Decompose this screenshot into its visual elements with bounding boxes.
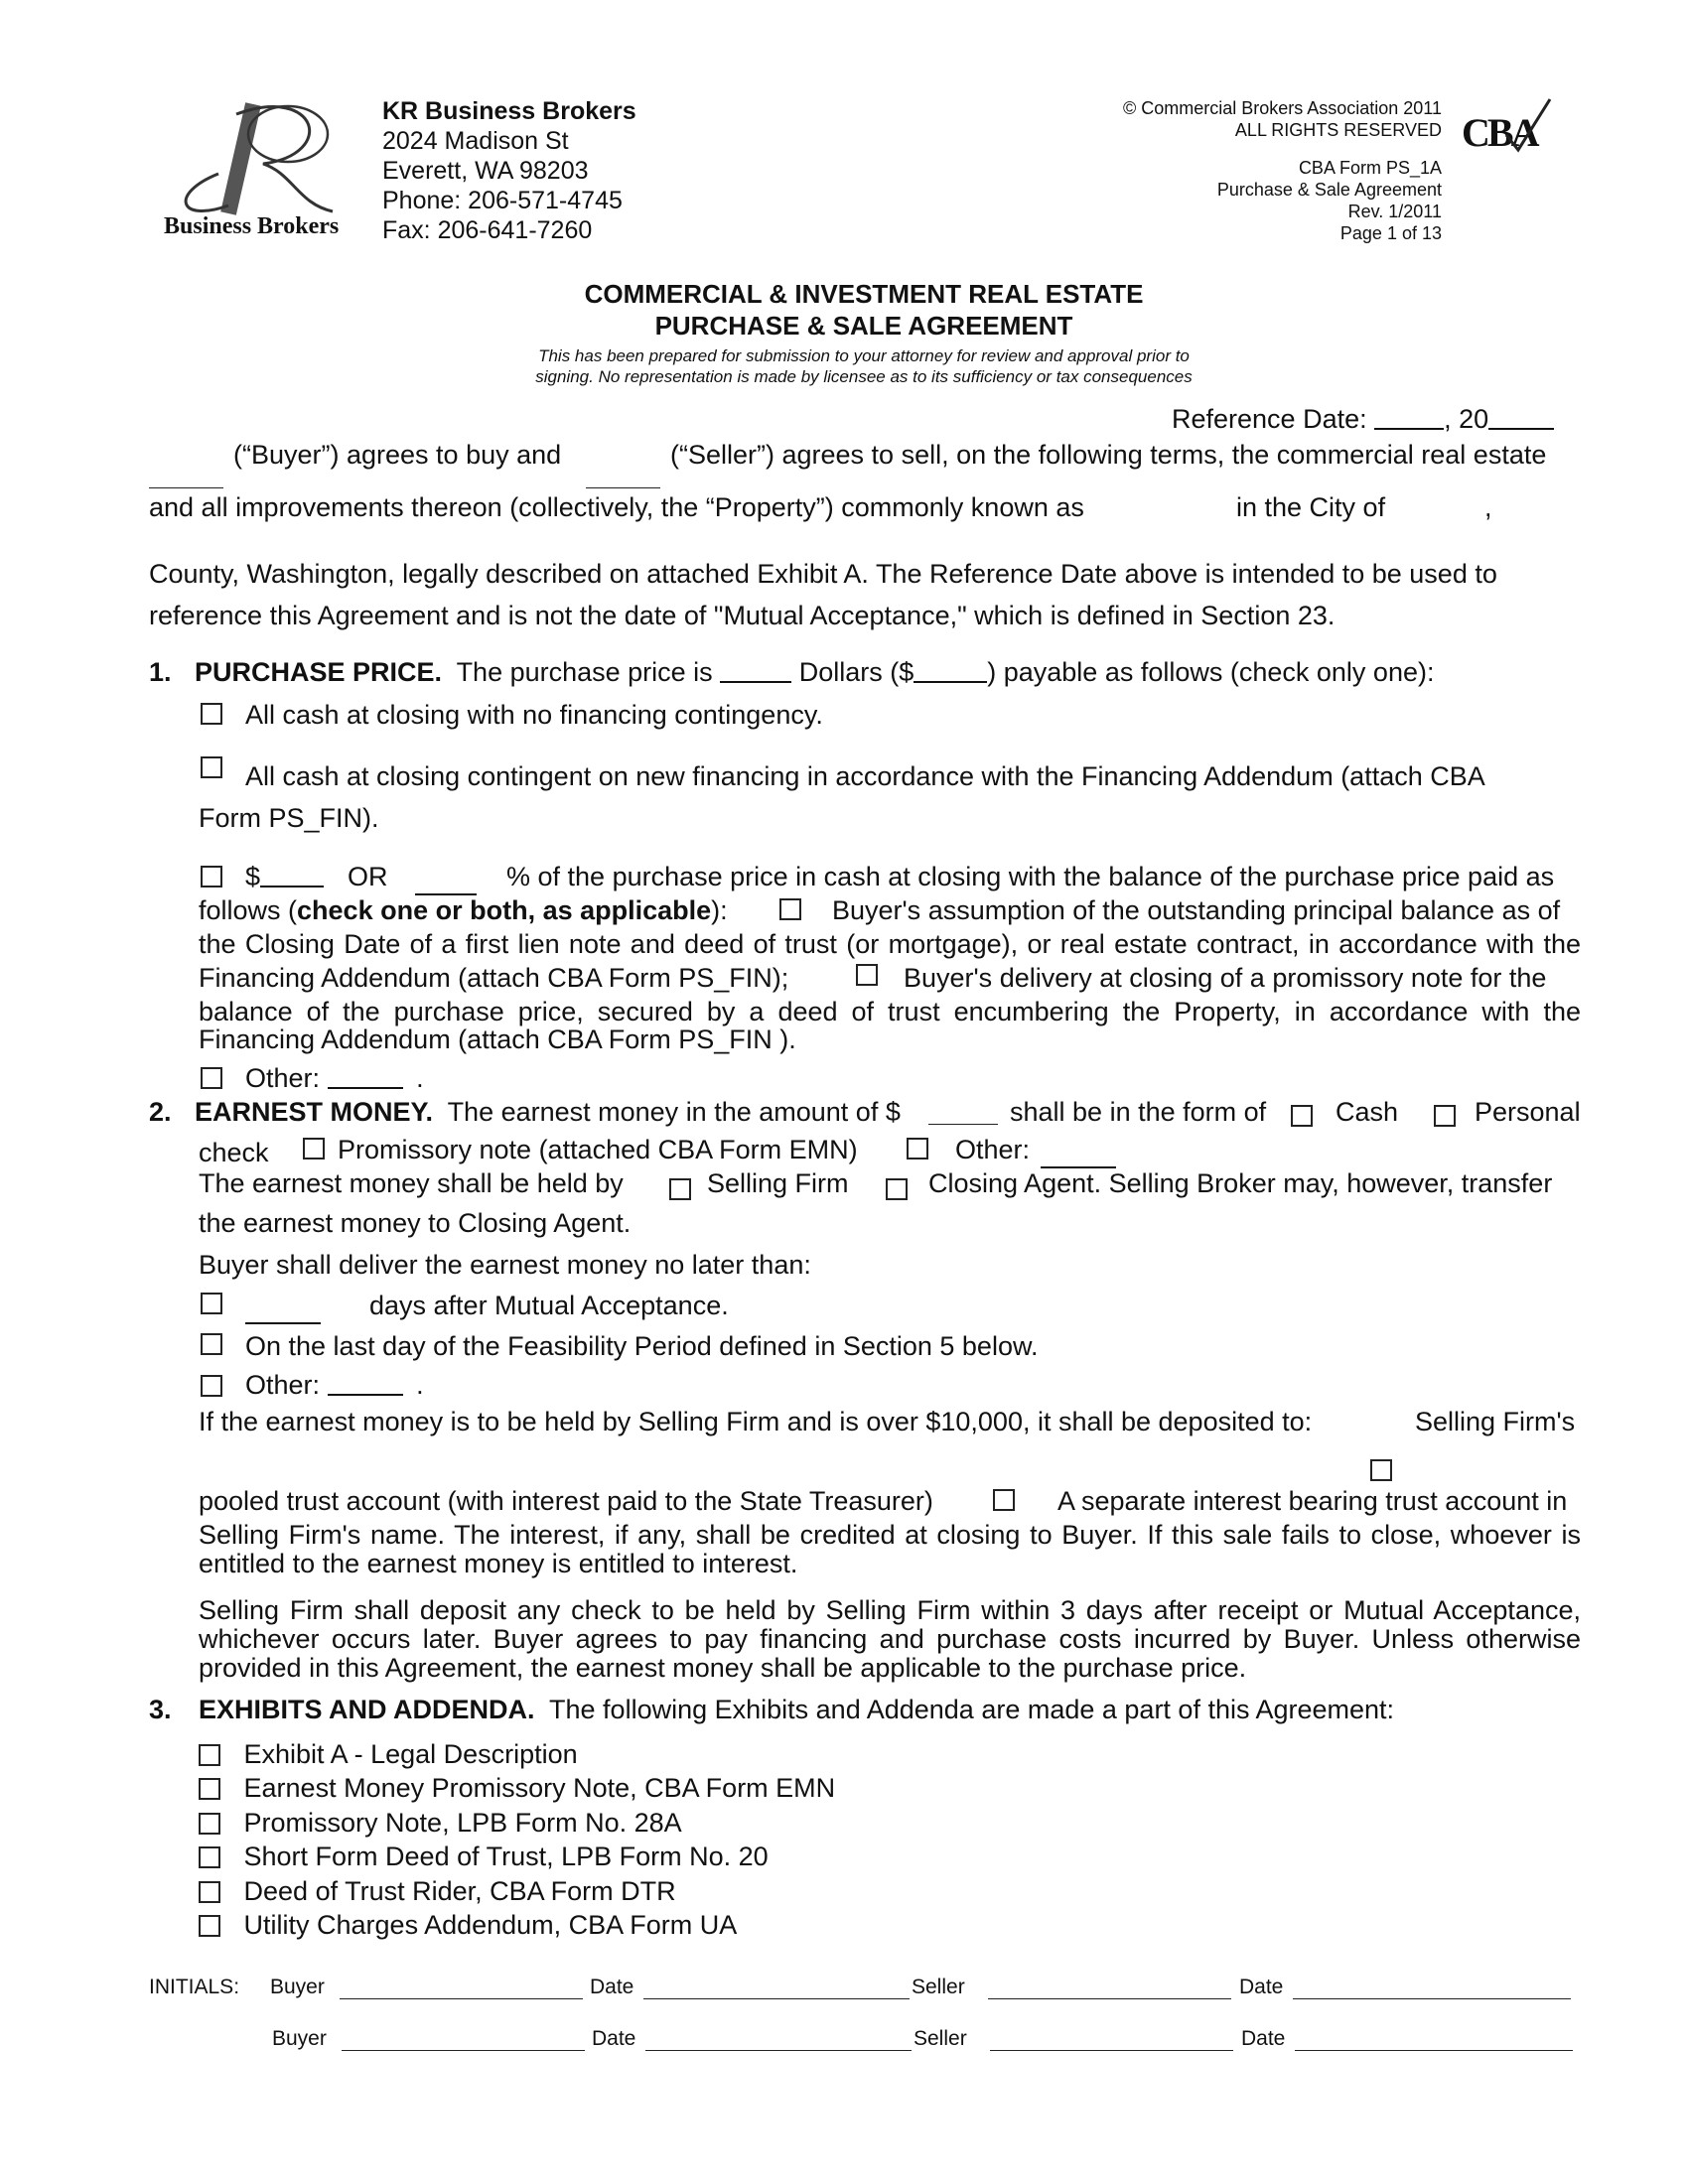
purchase-price-words-blank[interactable] bbox=[720, 659, 791, 683]
pooled-trust-option: pooled trust account (with interest paid to the State Treasurer) bbox=[199, 1486, 933, 1516]
form-name: Purchase & Sale Agreement bbox=[1216, 180, 1442, 200]
initials-buyer2-line[interactable] bbox=[342, 2050, 585, 2051]
deliver-other: Other: . bbox=[245, 1370, 424, 1400]
purchase-price-amount-blank[interactable] bbox=[914, 659, 987, 683]
brokerage-street: 2024 Madison St bbox=[382, 127, 569, 155]
section-1-line: PURCHASE PRICE. The purchase price is Dollars ($ ) payable as follows (check only one): bbox=[195, 657, 1435, 687]
held-closing-agent-checkbox[interactable] bbox=[886, 1178, 908, 1200]
title-line-2: PURCHASE & SALE AGREEMENT bbox=[654, 311, 1073, 341]
checkmark-icon bbox=[1504, 95, 1554, 155]
section-1-number: 1. bbox=[149, 657, 172, 687]
initials-seller-date-label: Date bbox=[1239, 1976, 1284, 1998]
list-item: Utility Charges Addendum, CBA Form UA bbox=[199, 1908, 835, 1942]
closing-date-line: the Closing Date of a first lien note and deed of trust (or mortgage), or real estate contract, in accordance with the bbox=[199, 929, 1581, 959]
cash-checkbox[interactable] bbox=[1291, 1105, 1313, 1127]
all-cash-checkbox[interactable] bbox=[201, 703, 222, 725]
financing-addendum-a: Financing Addendum (attach CBA Form PS_FIN); bbox=[199, 963, 789, 993]
buyer-text: (“Buyer”) agrees to buy and bbox=[233, 440, 562, 470]
pooled-trust-checkbox[interactable] bbox=[1370, 1459, 1392, 1481]
financing-option-line-1: All cash at closing contingent on new financing in accordance with the Financing Addendum (attach CBA bbox=[245, 761, 1485, 791]
assumption-option: Buyer's assumption of the outstanding principal balance as of bbox=[832, 895, 1561, 925]
exhibit-a-checkbox[interactable] bbox=[199, 1744, 220, 1766]
in-city-text: in the City of bbox=[1236, 492, 1386, 522]
feasibility-checkbox[interactable] bbox=[201, 1333, 222, 1355]
section-1-other: Other: . bbox=[245, 1063, 424, 1093]
financing-addendum-b: Financing Addendum (attach CBA Form PS_FIN ). bbox=[199, 1024, 796, 1054]
improvements-text: and all improvements thereon (collectively, the “Property”) commonly known as bbox=[149, 492, 1084, 522]
list-item: Promissory Note, LPB Form No. 28A bbox=[199, 1806, 835, 1840]
all-cash-option: All cash at closing with no financing contingency. bbox=[245, 700, 823, 730]
kr-monogram-icon bbox=[159, 94, 348, 223]
utility-addendum-checkbox[interactable] bbox=[199, 1915, 220, 1937]
reference-date-line bbox=[1172, 402, 1554, 436]
separate-trust-checkbox[interactable] bbox=[993, 1489, 1015, 1511]
financing-option-line-2: Form PS_FIN). bbox=[199, 803, 379, 833]
follows-text: follows (check one or both, as applicable): bbox=[199, 895, 728, 925]
deposit-check-line-2: whichever occurs later. Buyer agrees to pay financing and purchase costs incurred by Buyer. Unless otherwise bbox=[199, 1624, 1581, 1654]
county-line: County, Washington, legally described on attached Exhibit A. The Reference Date above is intended to be used to bbox=[149, 559, 1497, 589]
document-title bbox=[0, 278, 1688, 387]
partial-cash-dollar: $ bbox=[245, 860, 324, 893]
initials-date2-label: Date bbox=[592, 2027, 636, 2050]
list-item: Earnest Money Promissory Note, CBA Form EMN bbox=[199, 1771, 835, 1805]
initials-seller-date-line[interactable] bbox=[1293, 1998, 1571, 1999]
partial-cash-checkbox[interactable] bbox=[201, 866, 222, 887]
deed-of-trust-checkbox[interactable] bbox=[199, 1846, 220, 1868]
personal-option: Personal bbox=[1475, 1097, 1581, 1127]
section-3-number: 3. bbox=[149, 1695, 172, 1724]
exhibits-list bbox=[199, 1737, 835, 1942]
partial-cash-percent-blank[interactable] bbox=[415, 872, 477, 895]
section-2-other-blank[interactable] bbox=[1041, 1145, 1116, 1168]
feasibility-option: On the last day of the Feasibility Period defined in Section 5 below. bbox=[245, 1331, 1039, 1361]
header-right bbox=[1123, 97, 1442, 244]
balance-line: balance of the purchase price, secured by a deed of trust encumbering the Property, in accordance with the bbox=[199, 997, 1581, 1026]
title-line-1: COMMERCIAL & INVESTMENT REAL ESTATE bbox=[584, 279, 1144, 309]
cash-option: Cash bbox=[1336, 1097, 1399, 1127]
list-item: Deed of Trust Rider, CBA Form DTR bbox=[199, 1874, 835, 1908]
earnest-amount-blank[interactable] bbox=[928, 1124, 998, 1125]
section-1-other-checkbox[interactable] bbox=[201, 1067, 222, 1089]
days-after-option: days after Mutual Acceptance. bbox=[369, 1291, 729, 1320]
initials-seller-line[interactable] bbox=[988, 1998, 1231, 1999]
brokerage-fax: Fax: 206-641-7260 bbox=[382, 216, 593, 244]
cba-logo: CBA bbox=[1462, 110, 1537, 155]
initials-buyer2-label: Buyer bbox=[272, 2027, 327, 2050]
brokerage-logo bbox=[159, 94, 348, 243]
partial-cash-or: OR bbox=[348, 862, 388, 891]
initials-date2-line[interactable] bbox=[645, 2050, 912, 2051]
initials-seller2-line[interactable] bbox=[990, 2050, 1233, 2051]
section-2-number: 2. bbox=[149, 1097, 172, 1127]
deliver-line: Buyer shall deliver the earnest money no later than: bbox=[199, 1250, 811, 1280]
initials-date-label: Date bbox=[590, 1976, 634, 1998]
deposit-check-line-1: Selling Firm shall deposit any check to be held by Selling Firm within 3 days after receipt or Mutual Acceptance, bbox=[199, 1595, 1581, 1625]
entitled-line: entitled to the earnest money is entitled to interest. bbox=[199, 1549, 798, 1578]
brokerage-city: Everett, WA 98203 bbox=[382, 157, 589, 185]
section-1-other-blank[interactable] bbox=[328, 1065, 403, 1089]
section-2-other-checkbox[interactable] bbox=[907, 1138, 928, 1160]
list-item: Exhibit A - Legal Description bbox=[199, 1737, 835, 1771]
initials-buyer-label: Buyer bbox=[270, 1976, 325, 1998]
copyright: © Commercial Brokers Association 2011 bbox=[1122, 98, 1442, 118]
section-2-line: EARNEST MONEY. The earnest money in the amount of $ bbox=[195, 1097, 901, 1127]
section-3-heading: EXHIBITS AND ADDENDA. bbox=[199, 1695, 535, 1724]
delivery-checkbox[interactable] bbox=[856, 964, 878, 986]
name-line: Selling Firm's name. The interest, if any, shall be credited at closing to Buyer. If this sale fails to close, whoever is bbox=[199, 1520, 1581, 1550]
initials-buyer-line[interactable] bbox=[340, 1998, 583, 1999]
closing-agent-option: Closing Agent. Selling Broker may, however, transfer bbox=[928, 1168, 1553, 1198]
selling-firms-text: Selling Firm's bbox=[1415, 1407, 1576, 1436]
deliver-other-blank[interactable] bbox=[328, 1372, 403, 1396]
initials-seller-label: Seller bbox=[912, 1976, 965, 1998]
reference-date-label: Reference Date: bbox=[1172, 404, 1367, 434]
financing-checkbox[interactable] bbox=[201, 756, 222, 778]
promissory-note-form-checkbox[interactable] bbox=[199, 1813, 220, 1835]
seller-name-blank[interactable] bbox=[586, 487, 660, 488]
section-2-other: Other: bbox=[955, 1135, 1031, 1164]
held-selling-firm-checkbox[interactable] bbox=[669, 1178, 691, 1200]
brokerage-name: KR Business Brokers bbox=[382, 97, 636, 125]
section-2-heading: EARNEST MONEY. bbox=[195, 1097, 434, 1127]
personal-check-checkbox[interactable] bbox=[1434, 1105, 1456, 1127]
disclaimer-line-2: signing. No representation is made by licensee as to its sufficiency or tax consequences bbox=[535, 367, 1193, 386]
partial-cash-rest: % of the purchase price in cash at closing with the balance of the purchase price paid as bbox=[506, 862, 1555, 891]
list-item: Short Form Deed of Trust, LPB Form No. 20 bbox=[199, 1840, 835, 1873]
earnest-form-text: shall be in the form of bbox=[1010, 1097, 1267, 1127]
days-after-blank[interactable] bbox=[245, 1300, 321, 1324]
reference-line: reference this Agreement and is not the date of "Mutual Acceptance," which is defined in Section 23. bbox=[149, 601, 1336, 630]
rights-reserved: ALL RIGHTS RESERVED bbox=[1234, 120, 1442, 140]
deliver-other-checkbox[interactable] bbox=[201, 1375, 222, 1397]
initials-date-line[interactable] bbox=[643, 1998, 910, 1999]
city-comma: , bbox=[1484, 492, 1492, 522]
initials-label: INITIALS: bbox=[149, 1976, 240, 1998]
initials-seller-date2-line[interactable] bbox=[1295, 2050, 1573, 2051]
initials-seller-date2-label: Date bbox=[1241, 2027, 1286, 2050]
comma-20: , 20 bbox=[1444, 404, 1489, 434]
revision: Rev. 1/2011 bbox=[1347, 202, 1442, 221]
selling-firm-option: Selling Firm bbox=[707, 1168, 849, 1198]
page-number: Page 1 of 13 bbox=[1339, 223, 1442, 243]
held-by-text: The earnest money shall be held by bbox=[199, 1168, 624, 1198]
section-1-heading: PURCHASE PRICE. bbox=[195, 657, 443, 687]
initials-seller2-label: Seller bbox=[914, 2027, 967, 2050]
deed-rider-checkbox[interactable] bbox=[199, 1881, 220, 1903]
reference-year-blank[interactable] bbox=[1488, 406, 1554, 430]
assumption-checkbox[interactable] bbox=[779, 898, 801, 920]
logo-wordmark: Business Brokers bbox=[164, 213, 340, 239]
promissory-note-checkbox[interactable] bbox=[303, 1138, 325, 1160]
promissory-option: Promissory note (attached CBA Form EMN) bbox=[338, 1135, 858, 1164]
earnest-note-checkbox[interactable] bbox=[199, 1778, 220, 1800]
disclaimer-line-1: This has been prepared for submission to your attorney for review and approval prior to bbox=[538, 346, 1190, 365]
delivery-option: Buyer's delivery at closing of a promissory note for the bbox=[904, 963, 1547, 993]
seller-text: (“Seller”) agrees to sell, on the following terms, the commercial real estate bbox=[670, 440, 1547, 470]
form-id: CBA Form PS_1A bbox=[1298, 158, 1442, 178]
reference-date-blank[interactable] bbox=[1374, 406, 1444, 430]
days-after-checkbox[interactable] bbox=[201, 1293, 222, 1314]
check-option: check bbox=[199, 1138, 269, 1167]
partial-cash-dollar-blank[interactable] bbox=[260, 864, 324, 887]
brokerage-phone: Phone: 206-571-4745 bbox=[382, 187, 623, 214]
transfer-line: the earnest money to Closing Agent. bbox=[199, 1208, 632, 1238]
buyer-name-blank[interactable] bbox=[149, 487, 223, 488]
deposit-line: If the earnest money is to be held by Selling Firm and is over $10,000, it shall be deposited to: bbox=[199, 1407, 1313, 1436]
deposit-check-line-3: provided in this Agreement, the earnest money shall be applicable to the purchase price. bbox=[199, 1653, 1247, 1683]
section-3-line: EXHIBITS AND ADDENDA. The following Exhibits and Addenda are made a part of this Agreement: bbox=[199, 1695, 1395, 1724]
separate-trust-option: A separate interest bearing trust account in bbox=[1057, 1486, 1568, 1516]
